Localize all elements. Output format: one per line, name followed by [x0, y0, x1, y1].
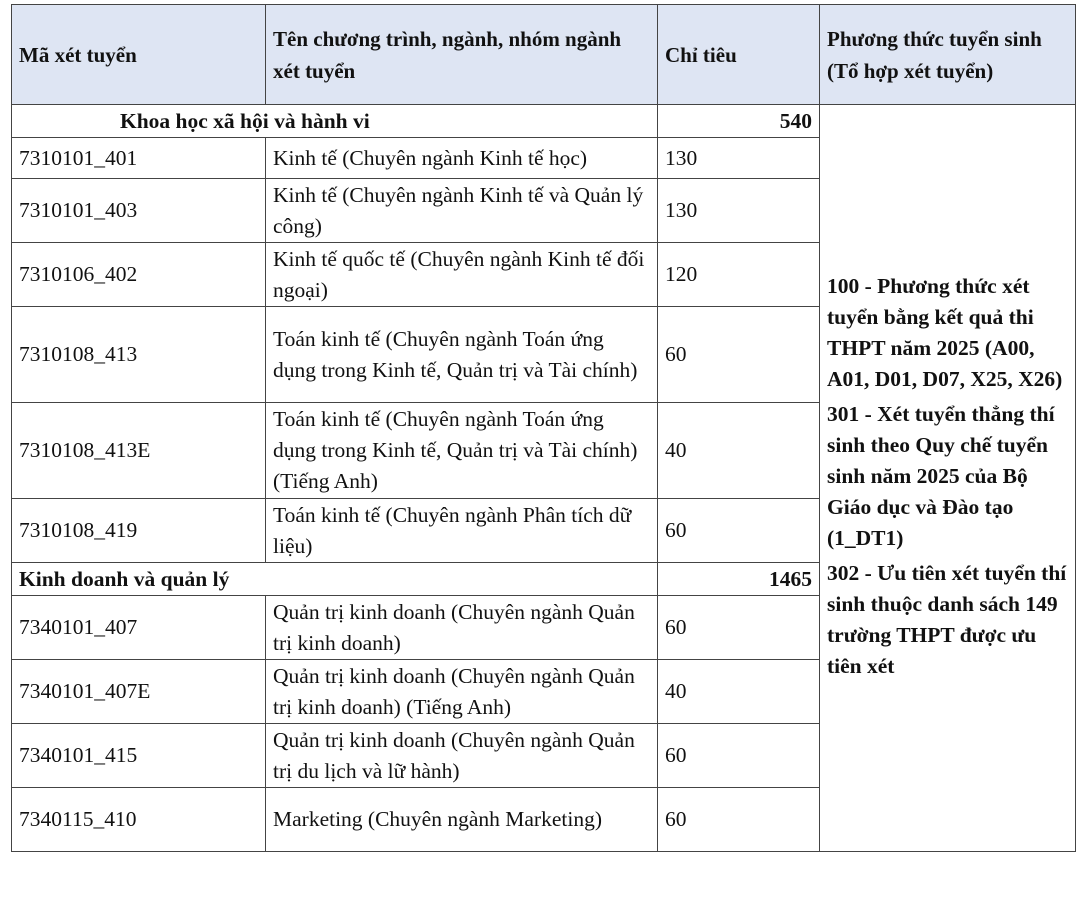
group-total: 1465 — [658, 563, 820, 596]
group-name: Khoa học xã hội và hành vi — [12, 105, 658, 138]
program-code: 7340101_415 — [12, 724, 266, 788]
program-code: 7310101_401 — [12, 138, 266, 179]
program-name: Quản trị kinh doanh (Chuyên ngành Quản trị du lịch và lữ hành) — [266, 724, 658, 788]
program-quota: 60 — [658, 499, 820, 563]
program-quota: 60 — [658, 596, 820, 660]
program-name: Toán kinh tế (Chuyên ngành Toán ứng dụng trong Kinh tế, Quản trị và Tài chính) (Tiếng Anh) — [266, 403, 658, 499]
program-quota: 60 — [658, 788, 820, 852]
method-block — [827, 271, 1068, 395]
header-name: Tên chương trình, ngành, nhóm ngành xét tuyển — [266, 5, 658, 105]
program-name: Quản trị kinh doanh (Chuyên ngành Quản trị kinh doanh) — [266, 596, 658, 660]
program-code: 7310108_419 — [12, 499, 266, 563]
header-method: Phương thức tuyển sinh (Tổ hợp xét tuyển) — [820, 5, 1076, 105]
program-quota: 40 — [658, 403, 820, 499]
program-name: Kinh tế (Chuyên ngành Kinh tế học) — [266, 138, 658, 179]
program-name: Quản trị kinh doanh (Chuyên ngành Quản trị kinh doanh) (Tiếng Anh) — [266, 660, 658, 724]
program-code: 7310108_413 — [12, 307, 266, 403]
method-text: - Phương thức xét tuyển bằng kết quả thi THPT năm 2025 (A00, A01, D01, D07, X25, X26) — [827, 273, 1063, 391]
group-name: Kinh doanh và quản lý — [12, 563, 658, 596]
program-code: 7340101_407E — [12, 660, 266, 724]
program-quota: 60 — [658, 307, 820, 403]
program-code: 7310108_413E — [12, 403, 266, 499]
program-code: 7310101_403 — [12, 179, 266, 243]
method-text: - Xét tuyển thẳng thí sinh theo Quy chế tuyển sinh năm 2025 của Bộ Giáo dục và Đào tạo (1_DT1) — [827, 401, 1055, 550]
method-code: 301 — [827, 401, 860, 426]
method-text: - Ưu tiên xét tuyển thí sinh thuộc danh sách 149 trường THPT được ưu tiên xét — [827, 560, 1067, 678]
program-name: Toán kinh tế (Chuyên ngành Toán ứng dụng trong Kinh tế, Quản trị và Tài chính) — [266, 307, 658, 403]
method-code: 100 — [827, 273, 860, 298]
program-code: 7340115_410 — [12, 788, 266, 852]
program-quota: 120 — [658, 243, 820, 307]
method-code: 302 — [827, 560, 860, 585]
program-name: Kinh tế quốc tế (Chuyên ngành Kinh tế đối ngoại) — [266, 243, 658, 307]
table-body — [12, 105, 1076, 852]
method-block — [827, 558, 1068, 682]
method-block — [827, 399, 1068, 554]
program-quota: 40 — [658, 660, 820, 724]
admission-methods-cell — [820, 105, 1076, 852]
admission-table — [11, 4, 1076, 852]
program-code: 7340101_407 — [12, 596, 266, 660]
header-row — [12, 5, 1076, 105]
header-quota: Chỉ tiêu — [658, 5, 820, 105]
group-total: 540 — [658, 105, 820, 138]
program-quota: 130 — [658, 179, 820, 243]
program-name: Kinh tế (Chuyên ngành Kinh tế và Quản lý công) — [266, 179, 658, 243]
program-code: 7310106_402 — [12, 243, 266, 307]
program-name: Marketing (Chuyên ngành Marketing) — [266, 788, 658, 852]
program-name: Toán kinh tế (Chuyên ngành Phân tích dữ liệu) — [266, 499, 658, 563]
header-code: Mã xét tuyển — [12, 5, 266, 105]
program-quota: 130 — [658, 138, 820, 179]
program-quota: 60 — [658, 724, 820, 788]
group-row — [12, 105, 1076, 138]
